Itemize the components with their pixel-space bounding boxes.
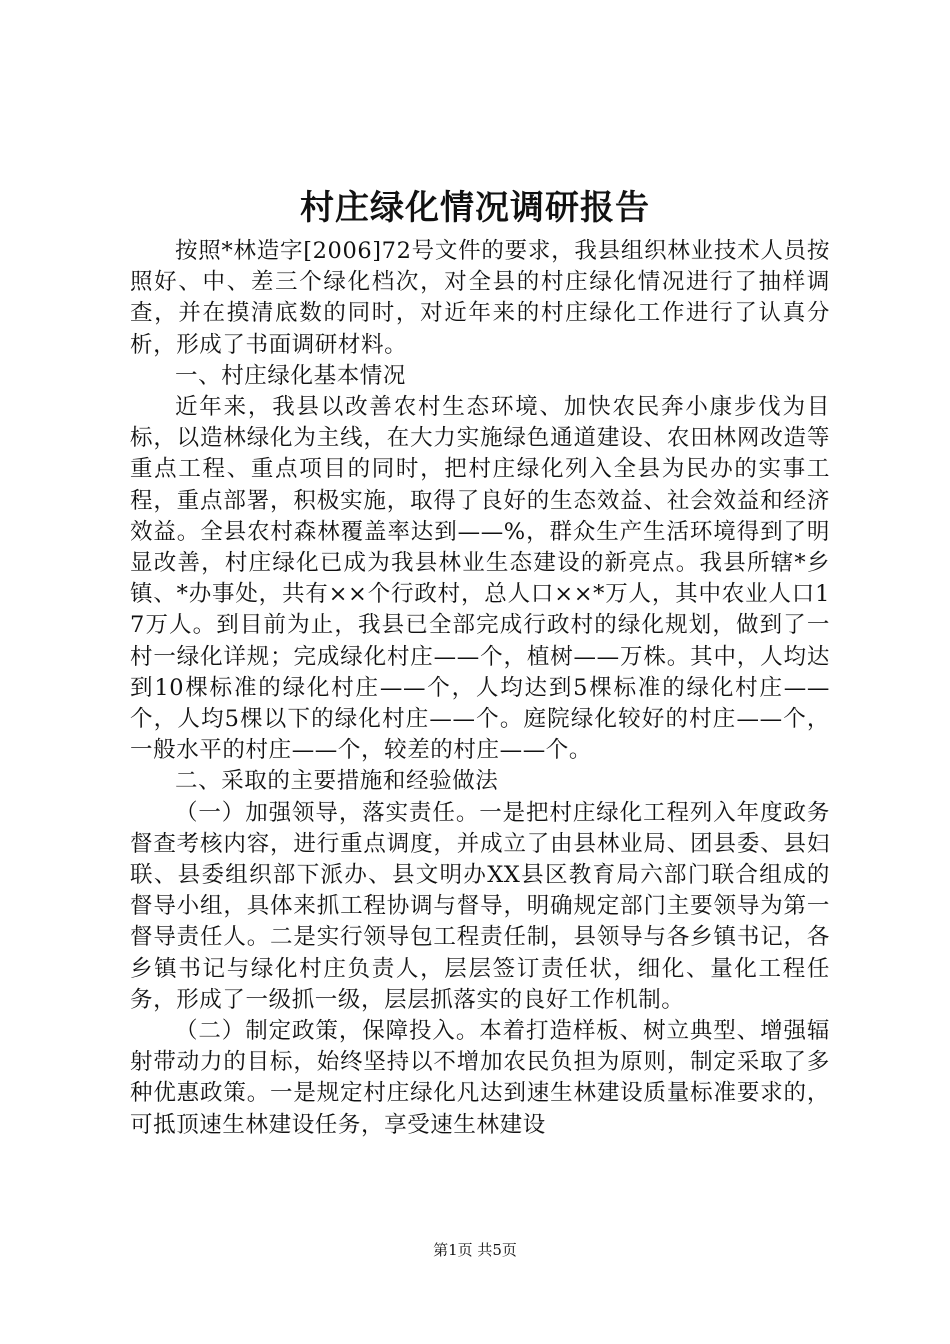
section-heading-2: 二、采取的主要措施和经验做法 [175,768,499,795]
paragraph-measure-1: （一）加强领导，落实责任。一是把村庄绿化工程列入年度政务督查考核内容，进行重点调度，并成立了由县林业局、团县委、县妇联、县委组织部下派办、县文明办XX县区教育局六部门联合组成的督导小组，具体来抓工程协调与督导，明确规定部门主要领导为第一督导责任人。二是实行领导包工程责任制，县领导与各乡镇书记，各乡镇书记与绿化村庄负责人，层层签订责任状，细化、量化工程任务，形成了一级抓一级，层层抓落实的良好工作机制。 [130,799,830,1013]
paragraph-intro: 按照*林造字[2006]72号文件的要求，我县组织林业技术人员按照好、中、差三个绿化档次，对全县的村庄绿化情况进行了抽样调查，并在摸清底数的同时，对近年来的村庄绿化工作进行了认真分析，形成了书面调研材料。 [130,238,830,358]
document-title: 村庄绿化情况调研报告 [300,188,650,228]
document-body [130,236,830,1141]
section-heading-1: 一、村庄绿化基本情况 [175,362,407,389]
paragraph-basic-situation: 近年来，我县以改善农村生态环境、加快农民奔小康步伐为目标，以造林绿化为主线，在大力实施绿色通道建设、农田林网改造等重点工程、重点项目的同时，把村庄绿化列入全县为民办的实事工程，重点部署，积极实施，取得了良好的生态效益、社会效益和经济效益。全县农村森林覆盖率达到——%，群众生产生活环境得到了明显改善，村庄绿化已成为我县林业生态建设的新亮点。我县所辖*乡镇、*办事处，共有××个行政村，总人口××*万人，其中农业人口17万人。到目前为止，我县已全部完成行政村的绿化规划，做到了一村一绿化详规；完成绿化村庄——个，植树——万株。其中，人均达到10棵标准的绿化村庄——个，人均达到5棵标准的绿化村庄——个，人均5棵以下的绿化村庄——个。庭院绿化较好的村庄——个，一般水平的村庄——个，较差的村庄——个。 [130,394,830,764]
page-footer: 第1页 共5页 [433,1241,517,1259]
paragraph-measure-2: （二）制定政策，保障投入。本着打造样板、树立典型、增强辐射带动力的目标，始终坚持以不增加农民负担为原则，制定采取了多种优惠政策。一是规定村庄绿化凡达到速生林建设质量标准要求的，可抵顶速生林建设任务，享受速生林建设 [130,1018,830,1138]
